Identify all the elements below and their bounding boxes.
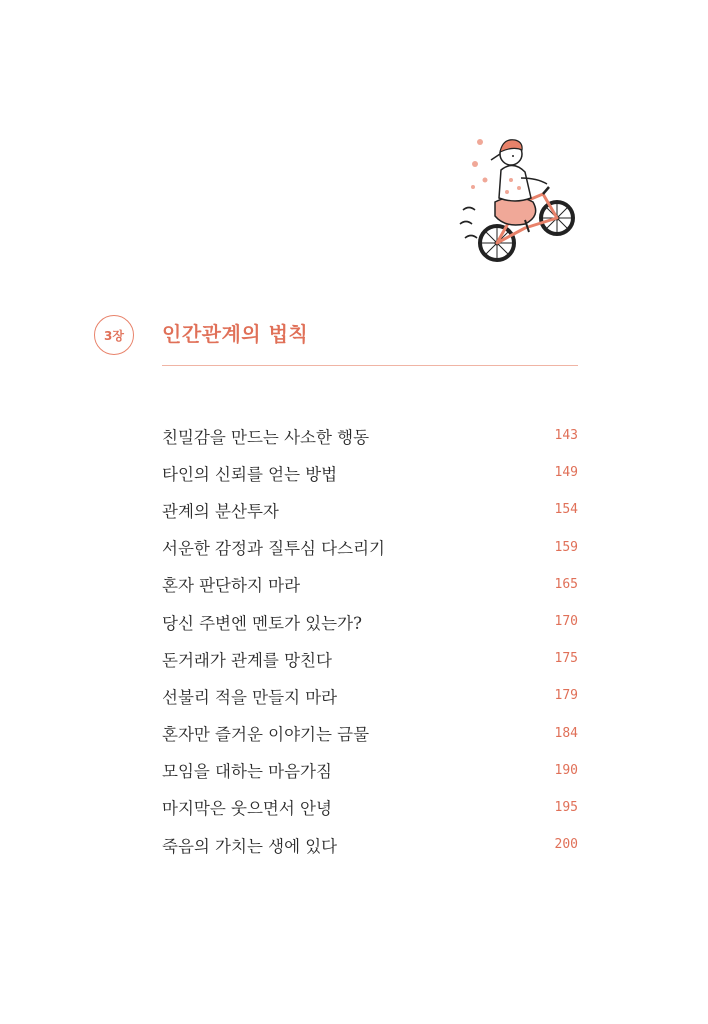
- toc-entry-page: 159: [554, 539, 578, 555]
- toc-entry-page: 195: [554, 799, 578, 815]
- girl-riding-bicycle-icon: [455, 132, 585, 272]
- toc-entry-page: 179: [554, 688, 578, 704]
- toc-entry-page: 170: [554, 614, 578, 630]
- toc-entry-page: 175: [554, 651, 578, 667]
- toc-entry-page: 165: [554, 576, 578, 592]
- toc-entry[interactable]: [162, 826, 578, 863]
- toc-entry[interactable]: [162, 529, 578, 566]
- toc-entry-title: 관계의 분산투자: [162, 501, 279, 521]
- toc-entry[interactable]: [162, 566, 578, 603]
- toc-entry[interactable]: [162, 789, 578, 826]
- chapter-divider: [162, 365, 578, 366]
- toc-entry-title: 혼자 판단하지 마라: [162, 576, 301, 596]
- toc-entry-page: 143: [554, 428, 578, 444]
- toc-entry[interactable]: [162, 603, 578, 640]
- toc-entry[interactable]: [162, 491, 578, 528]
- toc-entry-page: 184: [554, 725, 578, 741]
- toc-entry-page: 190: [554, 762, 578, 778]
- toc-entry[interactable]: [162, 752, 578, 789]
- toc-entry[interactable]: [162, 640, 578, 677]
- chapter-number-badge: 3장: [94, 315, 134, 355]
- toc-entry[interactable]: [162, 417, 578, 454]
- toc-entry-page: 154: [554, 502, 578, 518]
- toc-entry-page: 200: [554, 837, 578, 853]
- toc-entry-page: 149: [554, 465, 578, 481]
- toc-entry-title: 죽음의 가치는 생에 있다: [162, 836, 338, 856]
- toc-entry-title: 타인의 신뢰를 얻는 방법: [162, 464, 338, 484]
- toc-entry-title: 모임을 대하는 마음가짐: [162, 762, 332, 782]
- toc-entry-title: 친밀감을 만드는 사소한 행동: [162, 427, 370, 447]
- chapter-title: 인간관계의 법칙: [162, 322, 309, 346]
- toc-entry-title: 선불리 적을 만들지 마라: [162, 687, 338, 707]
- toc-entry[interactable]: [162, 454, 578, 491]
- toc-entry[interactable]: [162, 715, 578, 752]
- toc-entry-title: 돈거래가 관계를 망친다: [162, 650, 332, 670]
- table-of-contents: [162, 417, 578, 863]
- toc-entry-title: 서운한 감정과 질투심 다스리기: [162, 539, 385, 559]
- toc-entry-title: 혼자만 즐거운 이야기는 금물: [162, 725, 370, 745]
- toc-entry[interactable]: [162, 677, 578, 714]
- toc-entry-title: 마지막은 웃으면서 안녕: [162, 799, 332, 819]
- toc-entry-title: 당신 주변엔 멘토가 있는가?: [162, 613, 362, 633]
